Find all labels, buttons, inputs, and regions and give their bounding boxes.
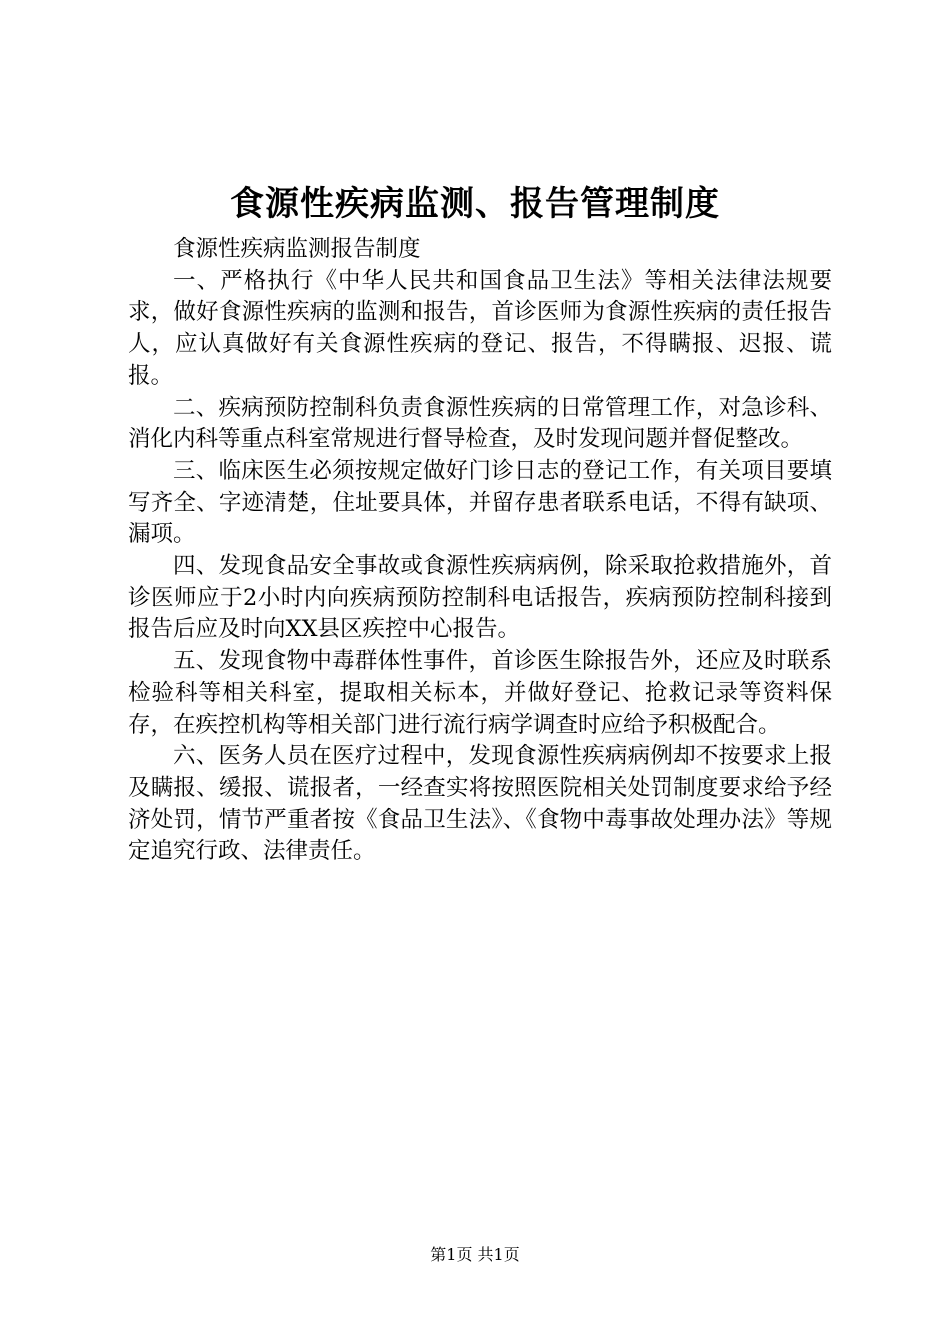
paragraph-item-6: 六、医务人员在医疗过程中，发现食源性疾病病例却不按要求上报及瞒报、缓报、谎报者，一经查实将按照医院相关处罚制度要求给予经济处罚，情节严重者按《食品卫生法》、《食物中毒事故处理办法》等规定追究行政、法律责任。 (128, 743, 832, 865)
paragraph-item-3: 三、临床医生必须按规定做好门诊日志的登记工作，有关项目要填写齐全、字迹清楚，住址要具体，并留存患者联系电话，不得有缺项、漏项。 (128, 457, 832, 548)
document-title: 食源性疾病监测、报告管理制度 (230, 184, 720, 224)
paragraph-item-2: 二、疾病预防控制科负责食源性疾病的日常管理工作，对急诊科、消化内科等重点科室常规进行督导检查，及时发现问题并督促整改。 (128, 394, 832, 453)
page-footer: 第1页 共1页 (430, 1245, 520, 1264)
paragraph-item-4: 四、发现食品安全事故或食源性疾病病例，除采取抢救措施外，首诊医师应于2小时内向疾病预防控制科电话报告，疾病预防控制科接到报告后应及时向XX县区疾控中心报告。 (128, 553, 832, 643)
paragraph-item-5: 五、发现食物中毒群体性事件，首诊医生除报告外，还应及时联系检验科等相关科室，提取相关标本，并做好登记、抢救记录等资料保存，在疾控机构等相关部门进行流行病学调查时应给予积极配合。 (128, 648, 832, 738)
paragraph-item-1: 一、严格执行《中华人民共和国食品卫生法》等相关法律法规要求，做好食源性疾病的监测和报告，首诊医师为食源性疾病的责任报告人，应认真做好有关食源性疾病的登记、报告，不得瞒报、迟报、谎报。 (128, 267, 832, 389)
paragraph-subtitle: 食源性疾病监测报告制度 (173, 236, 421, 262)
document-body (128, 234, 832, 868)
